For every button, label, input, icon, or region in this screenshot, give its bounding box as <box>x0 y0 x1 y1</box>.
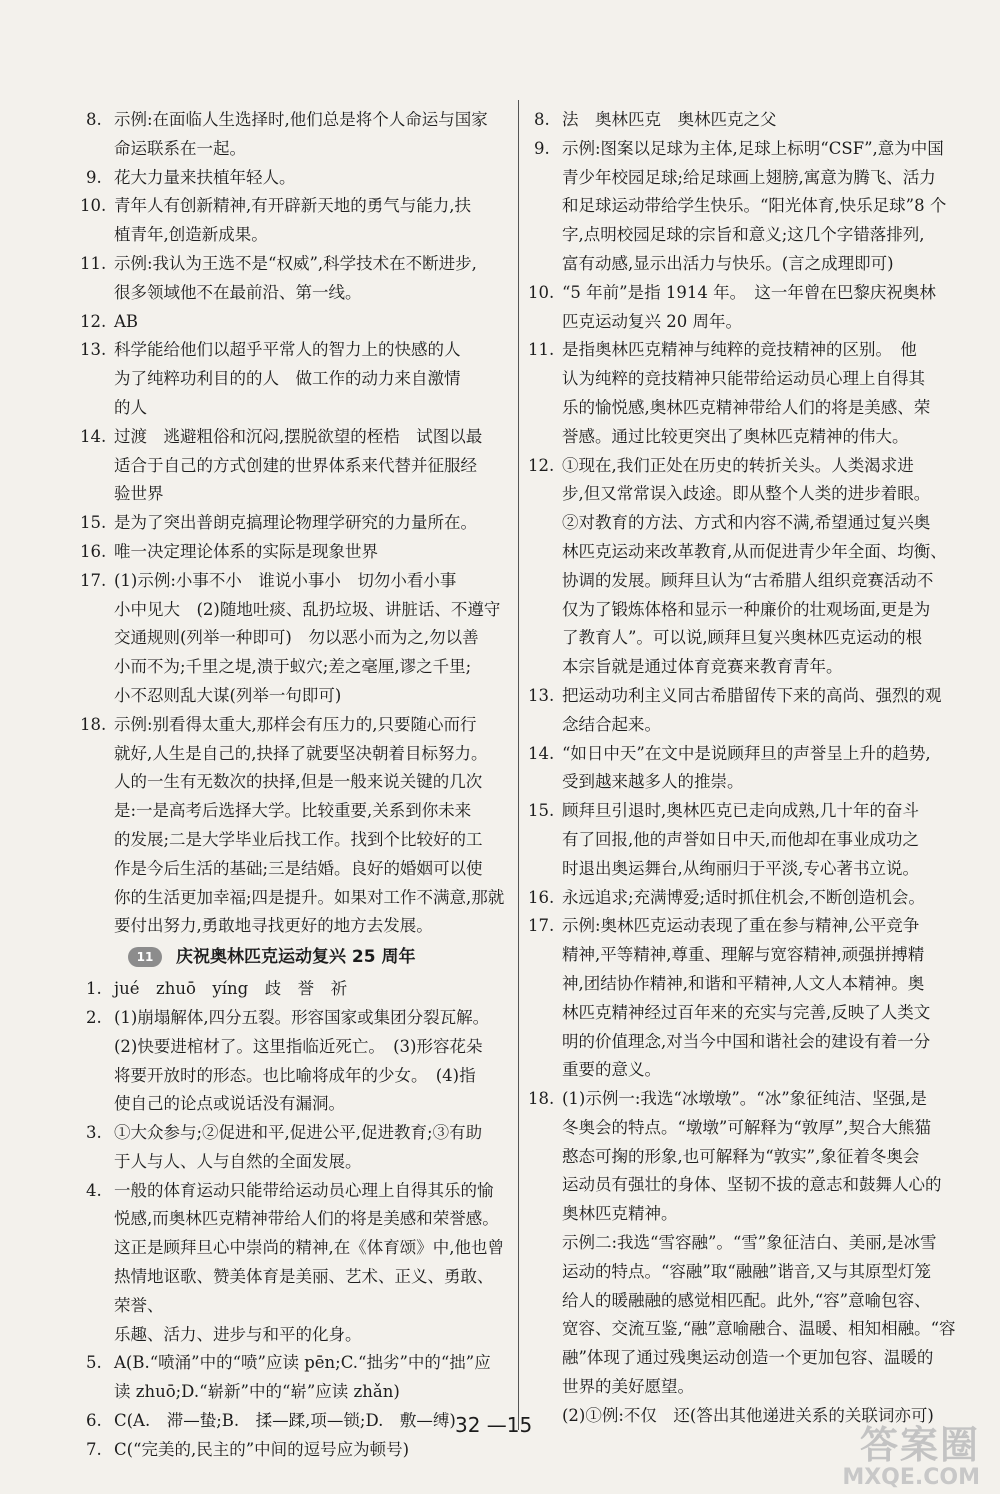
answer-line: 花大力量来扶植年轻人。 <box>114 167 296 187</box>
answer-line: 协调的发展。顾拜旦认为“古希腊人组织竞赛活动不 <box>562 570 934 590</box>
answer-line: 命运联系在一起。 <box>114 138 246 158</box>
answer-line: 乐趣、活力、进步与和平的化身。 <box>114 1324 362 1344</box>
answer-line: 热情地讴歌、赞美体育是美丽、艺术、正义、勇敢、荣誉、 <box>114 1267 494 1315</box>
answer-line: 给人的暖融融的感觉相匹配。此外,“容”意喻包容、 <box>562 1290 931 1310</box>
answer-line: 是为了突出普朗克搞理论物理学研究的力量所在。 <box>114 513 477 533</box>
answer-item <box>88 164 508 193</box>
answer-line: 乐的愉悦感,奥林匹克精神带给人们的将是美感、荣 <box>562 397 931 417</box>
answer-line: 植青年,创造新成果。 <box>114 225 268 245</box>
answer-line: 匹克运动复兴 20 周年。 <box>562 311 742 331</box>
answer-item <box>528 912 956 1085</box>
section-badge: 11 <box>128 947 162 967</box>
column-divider <box>518 100 519 1430</box>
answer-line: 憨态可掬的形象,也可解释为“敦实”,象征着冬奥会 <box>562 1146 920 1166</box>
answer-number: 14. <box>80 426 107 446</box>
answer-number: 3. <box>86 1123 102 1143</box>
answer-number: 18. <box>528 1089 555 1109</box>
answer-number: 10. <box>528 282 555 302</box>
answer-line: 仅为了锻炼体格和显示一种廉价的壮观场面,更是为 <box>562 599 931 619</box>
answer-number: 5. <box>86 1353 102 1373</box>
answer-number: 7. <box>86 1439 102 1459</box>
answer-item <box>80 336 508 422</box>
answer-line: 顾拜旦引退时,奥林匹克已走向成熟,几十年的奋斗 <box>562 801 919 821</box>
answer-line: 唯一决定理论体系的实际是现象世界 <box>114 541 378 561</box>
answer-line: 将要开放时的形态。也比喻将成年的少女。 (4)指 <box>114 1065 476 1085</box>
answer-line: 本宗旨就是通过体育竞赛来教育青年。 <box>562 657 843 677</box>
page-number: 32 —15 <box>455 1413 533 1437</box>
answer-line: 读 zhuō;D.“崭新”中的“崭”应读 zhǎn) <box>114 1382 400 1402</box>
answer-line: 验世界 <box>114 484 164 504</box>
answer-item <box>88 1407 508 1436</box>
section-heading <box>128 943 508 973</box>
answer-line: 就好,人生是自己的,抉择了就要坚决朝着目标努力。 <box>114 743 488 763</box>
answer-number: 14. <box>528 743 555 763</box>
answer-number: 12. <box>80 311 107 331</box>
answer-item <box>88 106 508 164</box>
answer-line: 把运动功利主义同古希腊留传下来的高尚、强烈的观 <box>562 685 942 705</box>
answer-line: 步,但又常常误入歧途。即从整个人类的进步着眼。 <box>562 484 931 504</box>
answer-line: 作是今后生活的基础;三是结婚。良好的婚姻可以使 <box>114 858 483 878</box>
answer-line: 适合于自己的方式创建的世界体系来代替并征服经 <box>114 455 477 475</box>
answer-item <box>528 279 956 337</box>
answer-number: 12. <box>528 455 555 475</box>
answer-line: 青少年校园足球;给足球画上翅膀,寓意为腾飞、活力 <box>562 167 936 187</box>
answer-number: 4. <box>86 1180 102 1200</box>
watermark-logo <box>750 1414 980 1490</box>
answer-item <box>80 308 508 337</box>
answer-line: 一般的体育运动只能带给运动员心理上自得其乐的愉 <box>114 1180 494 1200</box>
answer-item <box>528 452 956 682</box>
answer-line: C(“完美的,民主的”中间的逗号应为顿号) <box>114 1439 410 1459</box>
answer-line: 永远追求;充满博爱;适时抓住机会,不断创造机会。 <box>562 887 925 907</box>
watermark-url: MXQE.COM <box>842 1465 980 1490</box>
answer-line: 受到越来越多人的推崇。 <box>562 772 744 792</box>
answer-line: 小而不为;千里之堤,溃于蚁穴;差之毫厘,谬之千里; <box>114 657 472 677</box>
answer-number: 16. <box>80 541 107 561</box>
answer-line: AB <box>114 311 139 331</box>
answer-line: 法 奥林匹克 奥林匹克之父 <box>562 110 777 129</box>
answer-line: 和足球运动带给学生快乐。“阳光体育,快乐足球”8 个 <box>562 196 947 216</box>
answer-line: (1)示例一:我选“冰墩墩”。“冰”象征纯洁、坚强,是 <box>562 1089 927 1109</box>
answer-line: 明的价值理念,对当今中国和谐社会的建设有着一分 <box>562 1031 931 1051</box>
answer-number: 15. <box>528 801 555 821</box>
answer-line: 青年人有创新精神,有开辟新天地的勇气与能力,扶 <box>114 196 471 216</box>
answer-item <box>528 740 956 798</box>
answer-line: 世界的美好愿望。 <box>562 1377 694 1397</box>
answer-line: (2)快要进棺材了。这里指临近死亡。 (3)形容花朵 <box>114 1036 483 1056</box>
answer-number: 11. <box>528 340 555 360</box>
answer-item <box>88 975 508 1004</box>
answer-item <box>528 884 956 913</box>
answer-line: 宽容、交流互鉴,“融”意喻融合、温暖、相知相融。“容 <box>562 1319 956 1339</box>
answer-line: 你的生活更加幸福;四是提升。如果对工作不满意,那就 <box>114 887 505 907</box>
answer-line: 重要的意义。 <box>562 1060 661 1080</box>
answer-line: 很多领域他不在最前沿、第一线。 <box>114 282 362 302</box>
answer-line: C(A. 滞—蛰;B. 揉—蹂,项—锁;D. 敷—缚) <box>114 1411 456 1431</box>
answer-line: 富有动感,显示出活力与快乐。(言之成理即可) <box>562 253 894 273</box>
answer-number: 1. <box>86 979 102 999</box>
answer-line: 过渡 逃避粗俗和沉闷,摆脱欲望的桎梏 试图以最 <box>114 426 483 446</box>
answer-line: 示例:在面临人生选择时,他们总是将个人命运与国家 <box>114 110 488 129</box>
answer-line: 示例:图案以足球为主体,足球上标明“CSF”,意为中国 <box>562 138 944 158</box>
answer-line: 小不忍则乱大谋(列举一句即可) <box>114 685 342 705</box>
answer-number: 8. <box>534 110 550 129</box>
answer-line: A(B.“喷涌”中的“喷”应读 pēn;C.“拙劣”中的“拙”应 <box>114 1353 491 1373</box>
answer-line: 念结合起来。 <box>562 714 661 734</box>
answer-number: 15. <box>80 513 107 533</box>
answer-line: 林匹克精神经过百年来的充实与完善,反映了人类文 <box>562 1002 931 1022</box>
answer-number: 10. <box>80 196 107 216</box>
right-column <box>528 106 956 1431</box>
answer-line: 誉感。通过比较更突出了奥林匹克精神的伟大。 <box>562 426 909 446</box>
answer-item <box>80 567 508 711</box>
answer-line: 运动的特点。“容融”取“融融”谐音,又与其原型灯笼 <box>562 1261 931 1281</box>
answer-line: 奥林匹克精神。 <box>562 1204 678 1224</box>
answer-line: 融”体现了通过残奥运动创造一个更加包容、温暖的 <box>562 1348 934 1368</box>
answer-item <box>528 797 956 883</box>
answer-item <box>80 423 508 509</box>
answer-line: ②对教育的方法、方式和内容不满,希望通过复兴奥 <box>562 513 931 533</box>
answer-number: 8. <box>86 110 102 129</box>
answer-number: 6. <box>86 1411 102 1431</box>
answer-line: 时退出奥运舞台,从绚丽归于平淡,专心著书立说。 <box>562 858 919 878</box>
answer-item <box>536 135 956 279</box>
answer-line: 是:一是高考后选择大学。比较重要,关系到你未来 <box>114 801 472 821</box>
answer-number: 13. <box>528 685 555 705</box>
answer-item <box>80 711 508 941</box>
answer-line: jué zhuō yíng 歧 誉 祈 <box>114 979 348 999</box>
answer-item <box>80 538 508 567</box>
answer-line: 是指奥林匹克精神与纯粹的竞技精神的区别。 他 <box>562 340 917 360</box>
answer-line: 字,点明校园足球的宗旨和意义;这几个字错落排列, <box>562 225 925 245</box>
answer-line: 科学能给他们以超乎平常人的智力上的快感的人 <box>114 340 461 360</box>
section-title: 庆祝奥林匹克运动复兴 25 周年 <box>176 947 416 968</box>
watermark-badge: 答案圈 <box>859 1423 980 1467</box>
answer-line: (2)①例:不仅 还(答出其他递进关系的关联词亦可) <box>562 1405 934 1425</box>
answer-number: 9. <box>534 138 550 158</box>
answer-item <box>88 1004 508 1119</box>
answer-number: 11. <box>80 253 107 273</box>
answer-line: 认为纯粹的竞技精神只能带给运动员心理上自得其 <box>562 369 925 389</box>
answer-item <box>536 106 956 135</box>
answer-line: 有了回报,他的声誉如日中天,而他却在事业成功之 <box>562 829 919 849</box>
answer-number: 2. <box>86 1007 102 1027</box>
answer-number: 13. <box>80 340 107 360</box>
answer-line: 了教育人”。可以说,顾拜旦复兴奥林匹克运动的根 <box>562 628 923 648</box>
answer-line: “5 年前”是指 1914 年。 这一年曾在巴黎庆祝奥林 <box>562 282 936 302</box>
answer-item <box>528 682 956 740</box>
left-column <box>80 106 508 1465</box>
answer-line: 交通规则(列举一种即可) 勿以恶小而为之,勿以善 <box>114 628 479 648</box>
answer-line: 的发展;二是大学毕业后找工作。找到个比较好的工 <box>114 829 483 849</box>
answer-line: 悦感,而奥林匹克精神带给人们的将是美感和荣誉感。 <box>114 1209 499 1229</box>
answer-line: 于人与人、人与自然的全面发展。 <box>114 1151 362 1171</box>
answer-item <box>88 1119 508 1177</box>
answer-line: ①现在,我们正处在历史的转折关头。人类渴求进 <box>562 455 914 475</box>
answer-line: ①大众参与;②促进和平,促进公平,促进教育;③有助 <box>114 1123 483 1143</box>
answer-number: 16. <box>528 887 555 907</box>
answer-line: 要付出努力,勇敢地寻找更好的地方去发展。 <box>114 916 433 936</box>
answer-line: 精神,平等精神,尊重、理解与宽容精神,顽强拼搏精 <box>562 945 925 965</box>
answer-item <box>88 1436 508 1465</box>
answer-line: (1)崩塌解体,四分五裂。形容国家或集团分裂瓦解。 <box>114 1007 490 1027</box>
answer-line: 人的一生有无数次的抉择,但是一般来说关键的几次 <box>114 772 483 792</box>
answer-item <box>528 336 956 451</box>
answer-line: 林匹克运动来改革教育,从而促进青少年全面、均衡、 <box>562 541 947 561</box>
answer-line: 示例:别看得太重大,那样会有压力的,只要随心而行 <box>114 714 477 734</box>
answer-item <box>88 1177 508 1350</box>
answer-line: 使自己的论点或说话没有漏洞。 <box>114 1094 345 1114</box>
answer-line: 示例二:我选“雪容融”。“雪”象征洁白、美丽,是冰雪 <box>562 1233 937 1253</box>
answer-number: 17. <box>80 570 107 590</box>
answer-item <box>80 250 508 308</box>
answer-line: 为了纯粹功利目的的人 做工作的动力来自激情 <box>114 369 461 389</box>
answer-number: 17. <box>528 916 555 936</box>
answer-line: “如日中天”在文中是说顾拜旦的声誉呈上升的趋势, <box>562 743 931 763</box>
answer-line: (1)示例:小事不小 谁说小事小 切勿小看小事 <box>114 570 457 590</box>
answer-line: 小中见大 (2)随地吐痰、乱扔垃圾、讲脏话、不遵守 <box>114 599 501 619</box>
answer-number: 18. <box>80 714 107 734</box>
answer-line: 冬奥会的特点。“墩墩”可解释为“敦厚”,契合大熊猫 <box>562 1117 931 1137</box>
answer-line: 示例:我认为王选不是“权威”,科学技术在不断进步, <box>114 253 477 273</box>
answer-line: 运动员有强壮的身体、坚韧不拔的意志和鼓舞人心的 <box>562 1175 942 1195</box>
answer-item <box>528 1085 956 1431</box>
answer-line: 神,团结协作精神,和谐和平精神,人文人本精神。奥 <box>562 973 925 993</box>
answer-item <box>80 509 508 538</box>
answer-line: 这正是顾拜旦心中崇尚的精神,在《体育颂》中,他也曾 <box>114 1238 504 1258</box>
answer-number: 9. <box>86 167 102 187</box>
answer-item <box>88 1349 508 1407</box>
answer-item <box>80 192 508 250</box>
answer-line: 的人 <box>114 397 147 417</box>
answer-line: 示例:奥林匹克运动表现了重在参与精神,公平竞争 <box>562 916 920 936</box>
